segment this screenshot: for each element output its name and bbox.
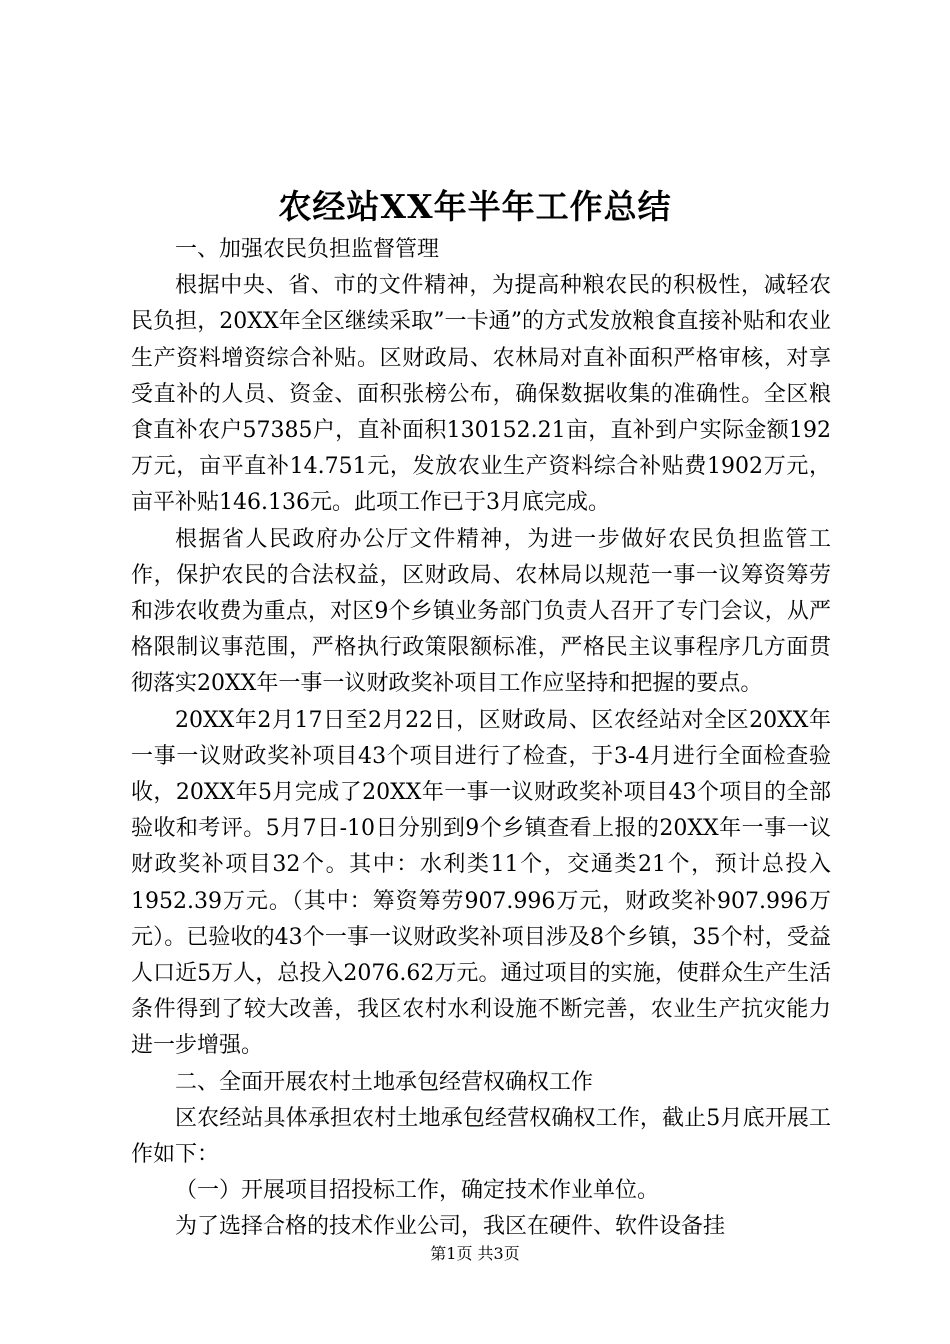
paragraph: 根据中央、省、市的文件精神，为提高种粮农民的积极性，减轻农民负担，20XX年全区继续采取”一卡通”的方式发放粮食直接补贴和农业生产资料增资综合补贴。区财政局、农林局对直补面积严格审核，对享受直补的人员、资金、面积张榜公布，确保数据收集的准确性。全区粮食直补农户57385户，直补面积130152.21亩，直补到户实际金额192万元，亩平直补14.751元，发放农业生产资料综合补贴费1902万元，亩平补贴146.136元。此项工作已于3月底完成。 <box>131 273 831 516</box>
paragraph: 区农经站具体承担农村土地承包经营权确权工作，截止5月底开展工作如下： <box>131 1105 831 1168</box>
document-title: 农经站XX年半年工作总结 <box>278 187 672 226</box>
paragraph: 20XX年2月17日至2月22日，区财政局、区农经站对全区20XX年一事一议财政奖补项目43个项目进行了检查，于3-4月进行全面检查验收，20XX年5月完成了20XX年一事一议财政奖补项目43个项目的全部验收和考评。5月7日-10日分别到9个乡镇查看上报的20XX年一事一议财政奖补项目32个。其中：水利类11个，交通类21个，预计总投入1952.39万元。（其中：筹资筹劳907.996万元，财政奖补907.996万元）。已验收的43个一事一议财政奖补项目涉及8个乡镇，35个村，受益人口近5万人，总投入2076.62万元。通过项目的实施，使群众生产生活条件得到了较大改善，我区农村水利设施不断完善，农业生产抗灾能力进一步增强。 <box>131 707 831 1059</box>
paragraph: 根据省人民政府办公厅文件精神，为进一步做好农民负担监管工作，保护农民的合法权益，区财政局、农林局以规范一事一议筹资筹劳和涉农收费为重点，对区9个乡镇业务部门负责人召开了专门会议，从严格限制议事范围，严格执行政策限额标准，严格民主议事程序几方面贯彻落实20XX年一事一议财政奖补项目工作应坚持和把握的要点。 <box>131 526 831 697</box>
page-footer: 第1页 共3页 <box>430 1244 520 1263</box>
paragraph: 为了选择合格的技术作业公司，我区在硬件、软件设备挂 <box>175 1214 726 1240</box>
subsection-heading: （一）开展项目招投标工作，确定技术作业单位。 <box>175 1178 660 1204</box>
section-heading: 二、全面开展农村土地承包经营权确权工作 <box>175 1069 594 1095</box>
section-heading: 一、加强农民负担监督管理 <box>175 237 440 262</box>
document-body <box>131 232 831 1246</box>
